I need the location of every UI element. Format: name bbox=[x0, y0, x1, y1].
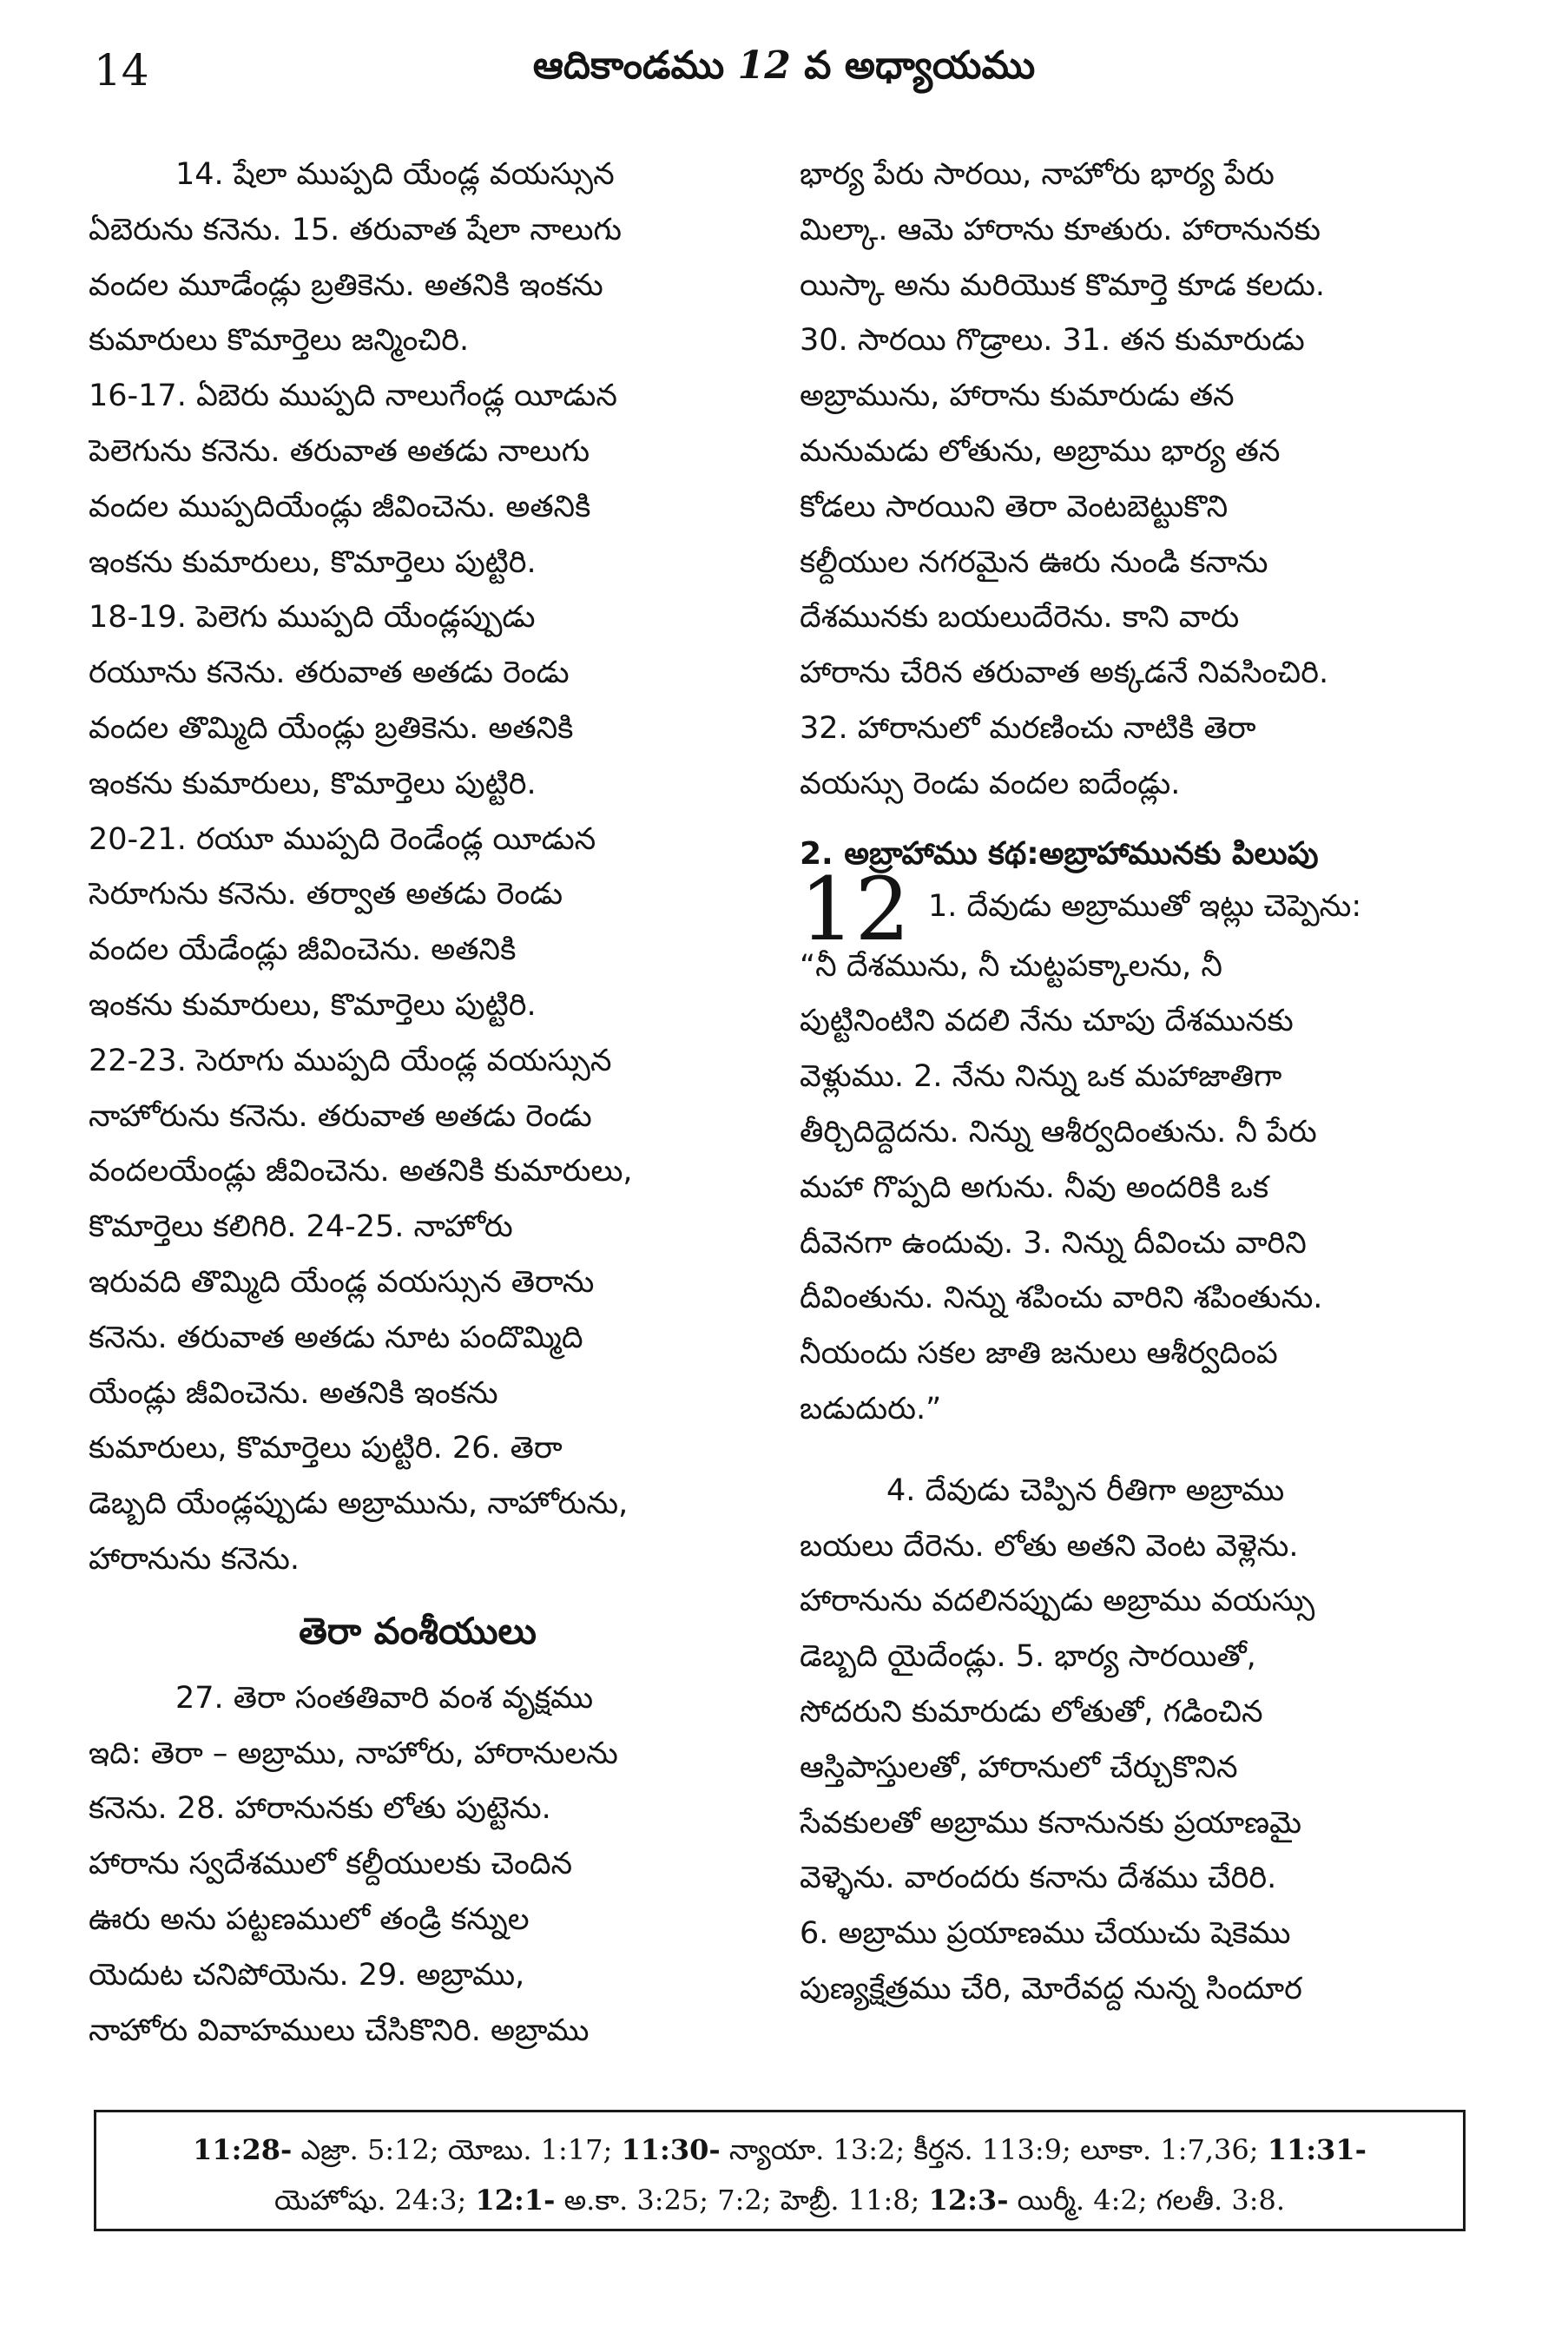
text-line: ఇది: తెరా – అబ్రాము, నాహోరు, హారానులను bbox=[89, 1736, 618, 1771]
text-line: సేవకులతో అబ్రాము కనానునకు ప్రయాణమై bbox=[800, 1805, 1302, 1841]
text-line: కోడలు సారయిని తెరా వెంటబెట్టుకొని bbox=[800, 489, 1229, 524]
text-line: యెదుట చనిపోయెను. 29. అబ్రాము, bbox=[89, 1957, 525, 1993]
text-line: దీవింతును. నిన్ను శపించు వారిని శపింతును. bbox=[800, 1281, 1323, 1316]
text-line: 22-23. సెరూగు ముప్పది యేండ్ల వయస్సున bbox=[89, 1043, 612, 1078]
book-title: ఆదికాండము bbox=[532, 43, 725, 88]
text-line: సెరూగును కనెను. తర్వాత అతడు రెండు bbox=[89, 877, 563, 912]
left-column bbox=[89, 148, 747, 2059]
text-line: 20-21. రయూ ముప్పది రెండేండ్ల యీడున bbox=[89, 821, 596, 857]
right-column bbox=[800, 148, 1459, 2018]
cross-references-box bbox=[94, 2110, 1466, 2231]
chapter-first-line: 1. దేవుడు అబ్రాముతో ఇట్లు చెప్పెను: bbox=[928, 888, 1362, 924]
text-line: వందల మూడేండ్లు బ్రతికెను. అతనికి ఇంకను bbox=[89, 267, 603, 303]
text-line: ఇంకను కుమారులు, కొమార్తెలు పుట్టిరి. bbox=[89, 544, 537, 580]
chapter-start bbox=[800, 858, 1459, 960]
reference-key: 11:28- bbox=[193, 2133, 293, 2166]
text-line: వందల యేడేండ్లు జీవించెను. అతనికి bbox=[89, 932, 517, 968]
reference-text: యెహోషు. 24:3; bbox=[273, 2184, 476, 2217]
text-line: యేండ్లు జీవించెను. అతనికి ఇంకను bbox=[89, 1375, 498, 1411]
reference-text: యిర్మీ. 4:2; గలతీ. 3:8. bbox=[1008, 2184, 1286, 2217]
reference-key: 12:3- bbox=[928, 2184, 1009, 2217]
text-line: పెలెగును కనెను. తరువాత అతడు నాలుగు bbox=[89, 433, 590, 469]
reference-key: 11:31- bbox=[1267, 2133, 1367, 2166]
text-line: బడుదురు.” bbox=[800, 1391, 942, 1426]
reference-text: ఎజ్రా. 5:12; యోబు. 1:17; bbox=[292, 2133, 622, 2166]
call-paragraph bbox=[800, 939, 1459, 1438]
text-line: ఏబెరును కనెను. 15. తరువాత షేలా నాలుగు bbox=[89, 212, 623, 247]
cross-reference-line bbox=[96, 2175, 1463, 2225]
text-line: మహా గొప్పది అగును. నీవు అందరికి ఒక bbox=[800, 1169, 1269, 1205]
text-line: కల్దీయుల నగరమైన ఊరు నుండి కనాను bbox=[800, 544, 1268, 580]
text-line: మిల్కా. ఆమె హారాను కూతురు. హారానునకు bbox=[800, 212, 1321, 247]
text-line: డెబ్బది యేండ్లప్పుడు అబ్రామును, నాహోరును, bbox=[89, 1486, 629, 1522]
text-line: 16-17. ఏబెరు ముప్పది నాలుగేండ్ల యీడున bbox=[89, 379, 617, 414]
text-line: కుమారులు, కొమార్తెలు పుట్టిరి. 26. తెరా bbox=[89, 1431, 563, 1466]
text-line: ఊరు అను పట్టణములో తండ్రి కన్నుల bbox=[89, 1901, 530, 1937]
page-number: 14 bbox=[94, 45, 149, 96]
reference-text: అ.కా. 3:25; 7:2; హెబ్రీ. 11:8; bbox=[555, 2184, 929, 2217]
text-line: డెబ్బది యైదేండ్లు. 5. భార్య సారయితో, bbox=[800, 1639, 1256, 1675]
text-line: కుమారులు కొమార్తెలు జన్మించిరి. bbox=[89, 323, 470, 359]
terah-paragraph bbox=[89, 1671, 747, 2059]
text-line: వెళ్ళెను. వారందరు కనాను దేశము చేరిరి. bbox=[800, 1861, 1277, 1896]
text-line: హారాను స్వదేశములో కల్దీయులకు చెందిన bbox=[89, 1847, 573, 1882]
chapter-word: వ అధ్యాయము bbox=[804, 43, 1036, 88]
text-line: ఆస్తిపాస్తులతో, హారానులో చేర్చుకొనిన bbox=[800, 1749, 1238, 1785]
text-line: 18-19. పెలెగు ముప్పది యేండ్లప్పుడు bbox=[89, 600, 536, 636]
text-line: సోదరుని కుమారుడు లోతుతో, గడించిన bbox=[800, 1694, 1263, 1729]
running-header bbox=[0, 43, 1568, 97]
haran-paragraph bbox=[800, 148, 1459, 813]
reference-key: 11:30- bbox=[621, 2133, 721, 2166]
chapter-drop-cap: 12 bbox=[800, 858, 911, 960]
text-line: బయలు దేరెను. లోతు అతని వెంట వెళ్లెను. bbox=[800, 1528, 1299, 1564]
text-line: వెళ్లుము. 2. నేను నిన్ను ఒక మహాజాతిగా bbox=[800, 1059, 1282, 1095]
text-line: హారానును కనెను. bbox=[89, 1541, 300, 1577]
text-line: వయస్సు రెండు వందల ఐదేండ్లు. bbox=[800, 766, 1181, 801]
text-line: కొమార్తెలు కలిగిరి. 24-25. నాహోరు bbox=[89, 1209, 513, 1245]
text-line: రయూను కనెను. తరువాత అతడు రెండు bbox=[89, 656, 570, 691]
text-line: ఇంకను కుమారులు, కొమార్తెలు పుట్టిరి. bbox=[89, 766, 537, 801]
genealogy-paragraph bbox=[89, 148, 747, 1588]
text-line: నీయందు సకల జాతి జనులు ఆశీర్వదింప bbox=[800, 1336, 1278, 1372]
text-line: హారానును వదలినప్పుడు అబ్రాము వయస్సు bbox=[800, 1584, 1315, 1619]
text-line: తీర్చిదిద్దెదను. నిన్ను ఆశీర్వదింతును. నీ పేరు bbox=[800, 1114, 1317, 1150]
text-line: 32. హారానులో మరణించు నాటికి తెరా bbox=[800, 710, 1256, 746]
text-line: ఇరువది తొమ్మిది యేండ్ల వయస్సున తెరాను bbox=[89, 1264, 595, 1300]
text-line: దీవెనగా ఉందువు. 3. నిన్ను దీవించు వారిని bbox=[800, 1225, 1307, 1261]
text-line: “నీ దేశమును, నీ చుట్టపక్కాలను, నీ bbox=[800, 948, 1222, 984]
text-line: 4. దేవుడు చెప్పిన రీతిగా అబ్రాము bbox=[886, 1472, 1285, 1508]
text-line: 14. షేలా ముప్పది యేండ్ల వయస్సున bbox=[175, 157, 615, 192]
section-heading-terah: తెరా వంశీయులు bbox=[299, 1609, 537, 1652]
text-line: వందల ముప్పదియేండ్లు జీవించెను. అతనికి bbox=[89, 489, 591, 524]
text-line: యిస్కా అను మరియొక కొమార్తె కూడ కలదు. bbox=[800, 267, 1325, 303]
text-line: 27. తెరా సంతతివారి వంశ వృక్షము bbox=[175, 1680, 594, 1716]
text-line: కనెను. 28. హారానునకు లోతు పుట్టెను. bbox=[89, 1791, 551, 1827]
text-line: నాహోరును కనెను. తరువాత అతడు రెండు bbox=[89, 1098, 592, 1134]
chapter-number: 12 bbox=[737, 43, 791, 88]
journey-paragraph bbox=[800, 1464, 1459, 2018]
text-line: భార్య పేరు సారయి, నాహోరు భార్య పేరు bbox=[800, 157, 1275, 192]
text-line: అబ్రామును, హారాను కుమారుడు తన bbox=[800, 379, 1235, 414]
text-line: కనెను. తరువాత అతడు నూట పందొమ్మిది bbox=[89, 1320, 583, 1355]
section-heading-abraham: 2. అబ్రాహాము కథ:అబ్రాహామునకు పిలుపు bbox=[800, 835, 1319, 872]
text-line: పుట్టినింటిని వదలి నేను చూపు దేశమునకు bbox=[800, 1004, 1294, 1039]
paragraph-gap bbox=[800, 1438, 1459, 1464]
cross-reference-line bbox=[96, 2125, 1463, 2175]
text-line: వందల తొమ్మిది యేండ్లు బ్రతికెను. అతనికి bbox=[89, 710, 574, 746]
reference-key: 12:1- bbox=[475, 2184, 556, 2217]
reference-text: న్యాయా. 13:2; కీర్తన. 113:9; లూకా. 1:7,36; bbox=[720, 2133, 1268, 2166]
text-line: 6. అబ్రాము ప్రయాణము చేయుచు షెకెము bbox=[800, 1916, 1291, 1952]
text-line: ఇంకను కుమారులు, కొమార్తెలు పుట్టిరి. bbox=[89, 987, 537, 1023]
text-line: హారాను చేరిన తరువాత అక్కడనే నివసించిరి. bbox=[800, 656, 1329, 691]
text-line: 30. సారయి గొడ్రాలు. 31. తన కుమారుడు bbox=[800, 323, 1305, 359]
text-line: వందలయేండ్లు జీవించెను. అతనికి కుమారులు, bbox=[89, 1154, 633, 1189]
text-line: పుణ్యక్షేత్రము చేరి, మోరేవద్ద నున్న సిందూర bbox=[800, 1971, 1302, 2006]
text-line: నాహోరు వివాహములు చేసికొనిరి. అబ్రాము bbox=[89, 2013, 590, 2048]
text-line: దేశమునకు బయలుదేరెను. కాని వారు bbox=[800, 600, 1240, 636]
text-line: మనుమడు లోతును, అబ్రాము భార్య తన bbox=[800, 433, 1281, 469]
